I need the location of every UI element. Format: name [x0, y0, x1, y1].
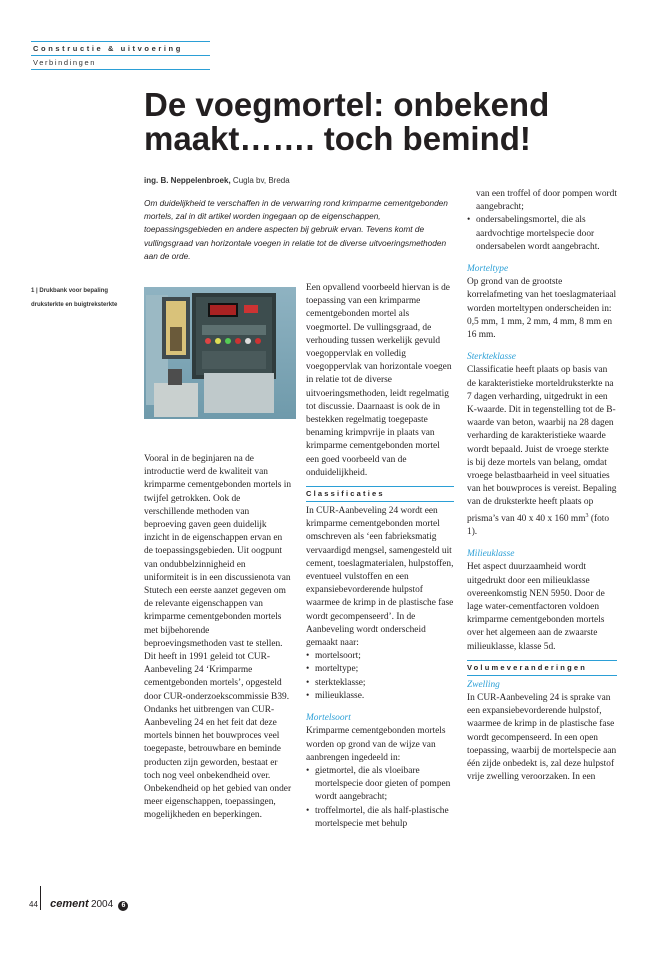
mortelsoort-list-continued [467, 214, 617, 254]
body-paragraph: Het aspect duurzaamheid wordt uitgedrukt door een milieuklasse overeenkomstig NEN 5950. Door de lage water-cementfactoren voldoen krimparme cementgebonden mortels over het algemeen aan de zwaarste milieuklasse, klasse 5d. [467, 562, 605, 652]
body-paragraph: van een troffel of door pompen wordt aangebracht; [476, 189, 617, 213]
issue-badge: 6 [118, 901, 128, 911]
body-paragraph: Op grond van de grootste korrelafmeting van het toeslagmateriaal worden morteltypen onderscheiden in: 0,5 mm, 1 mm, 2 mm, 4 mm, 8 mm en 16 mm. [467, 277, 617, 341]
body-paragraph: Een opvallend voorbeeld hiervan is de toepassing van een krimparme cementgebonden mortel als voegmortel. De vullingsgraad, de verhouding tussen werkelijk gevuld voegoppervlak en volledig voegoppervlak van horizontale voegen in relatie tot de diverse uitvoeringsmethoden, leidt regelmatig tot discussie. Daarnaast is ook de in bestekken regelmatig toegepaste benaming krimpvrije in plaats van krimparme cementgebonden mortel een goed voorbeeld van de onduidelijkheid. [306, 283, 452, 478]
article-title: De voegmortel: onbekend maakt……. toch bemind! [144, 86, 550, 157]
subheading-sterkteklasse: Sterkteklasse [467, 352, 516, 363]
subheading-morteltype: Morteltype [467, 264, 509, 275]
header-top-rule [31, 41, 210, 42]
body-text: Classificatie heeft plaats op basis van de karakteristieke morteldruksterkte na 7 dagen verharding, uitgedrukt in een K-waarde. Dit in tegenstelling tot de B-waarde van beton, waarbij na 28 dagen verharding de karakteristieke waarde wordt bepaald. Juist de vroege sterkte is bij deze mortels van belang, omdat vroege belastbaarheid in veel situaties van het bouwproces is vereist. Bepaling van de druksterkte heeft plaats op prisma’s van 40 x 40 x 160 mm [467, 365, 617, 524]
photo-compression-test-machine [144, 287, 296, 419]
subheading-zwelling: Zwelling [467, 679, 500, 690]
figure-caption-text: Drukbank voor bepaling druksterkte en buigtreksterkte [31, 288, 118, 308]
figure-caption: 1 | Drukbank voor bepaling druksterkte en buigtreksterkte [31, 288, 118, 308]
section-heading-volumeveranderingen: Volumeveranderingen [467, 660, 617, 676]
header-mid-rule [31, 55, 210, 56]
column-3 [467, 188, 617, 784]
column-1 [144, 453, 292, 823]
magazine-year: 2004 [90, 899, 114, 910]
body-text: (foto 1). [467, 513, 610, 537]
classification-list [306, 650, 454, 703]
header-bottom-rule [31, 69, 210, 70]
author-name: ing. B. Neppelenbroek, [144, 176, 231, 185]
magazine-name: cement [50, 898, 89, 910]
section-subcategory: Verbindingen [33, 58, 96, 67]
figure-number: 1 [31, 288, 35, 294]
byline [144, 176, 290, 185]
section-category: Constructie & uitvoering [33, 44, 183, 53]
subheading-milieuklasse: Milieuklasse [467, 549, 515, 560]
list-item: • sterkteklasse; [306, 677, 454, 690]
column-2 [306, 282, 454, 831]
list-item: • gietmortel, die als vloeibare mortelspecie door gieten of pompen wordt aangebracht; [306, 765, 454, 805]
article-intro: Om duidelijkheid te verschaffen in de verwarring rond krimparme cementgebonden mortels, zal in dit artikel worden ingegaan op de eigenschappen, toepassingsgebieden en andere aspecten bij gebruik ervan. Tevens komt de vullingsgraad van horizontale voegen in relatie tot de diverse uitvoeringsmethoden aan de orde. [144, 198, 448, 261]
list-item: • troffelmortel, die als half-plastische mortelspecie met behulp [306, 805, 454, 831]
page-footer [29, 898, 128, 911]
body-paragraph: Krimparme cementgebonden mortels worden op grond van de wijze van aanbrengen ingedeeld in: [306, 726, 446, 763]
author-affiliation: Cugla bv, Breda [230, 176, 290, 185]
list-item: • milieuklasse. [306, 690, 454, 703]
page-number: 44 [29, 900, 38, 909]
section-heading-classificaties: Classificaties [306, 486, 454, 502]
body-paragraph: In CUR-Aanbeveling 24 wordt een krimparme cementgebonden mortel omschreven als ‘een fabrieksmatig vervaardigd mengsel, samengesteld uit cement, toeslagmaterialen, hulpstoffen, eventueel vulstoffen en een expansiebevorderende hulpstof waarmee de krimp in de plastische fase wordt gecompenseerd’. In de Aanbeveling wordt onderscheid gemaakt naar: [306, 506, 454, 649]
body-paragraph: Vooral in de beginjaren na de introductie werd de kwaliteit van krimparme cementgebonden mortels in twijfel getrokken. Ook de verschillende methoden van beproeving gaven geen duidelijk inzicht in de eigenschappen ervan en de toepassingsgebieden. Uit oogpunt van ondubbelzinnigheid en uniformiteit is in een discussienota van Stutech een eerste aanzet gegeven om de relevante eigenschappen van krimparme cementgebonden mortels met bijbehorende beproevingsmethoden vast te stellen. Dit heeft in 1991 geleid tot CUR-Aanbeveling 24 ‘Krimparme cementgebonden mortels’, opgesteld door CUR-onderzoekscommissie B39. Ondanks het uitbrengen van CUR-Aanbeveling 24 en het feit dat deze mortels binnen het bouwproces veel toegepaste, betrouwbare en beminde producten zijn geworden, bestaat er toch nog veel onbekendheid over. Onbekendheid op het gebied van onder meer eigenschappen, toepassingen, mogelijkheden en beperkingen. [144, 454, 292, 821]
list-item: • ondersabelingsmortel, die als aardvochtige mortelspecie door ondersabelen wordt aangebracht. [467, 214, 617, 254]
photo-illustration [144, 287, 296, 419]
list-item: • morteltype; [306, 663, 454, 676]
list-item: • mortelsoort; [306, 650, 454, 663]
superscript: 3 [585, 512, 589, 519]
body-paragraph [467, 364, 617, 539]
mortelsoort-list [306, 765, 454, 831]
subheading-mortelsoort: Mortelsoort [306, 713, 351, 724]
body-paragraph: In CUR-Aanbeveling 24 is sprake van een expansiebevorderende hulpstof, waarmee de krimp in de plastische fase wordt gecompenseerd. In een open toepassing, waarbij de mortelspecie aan één zijde onbedekt is, zal deze hulpstof vrije zwelling veroorzaken. In een [467, 693, 617, 783]
